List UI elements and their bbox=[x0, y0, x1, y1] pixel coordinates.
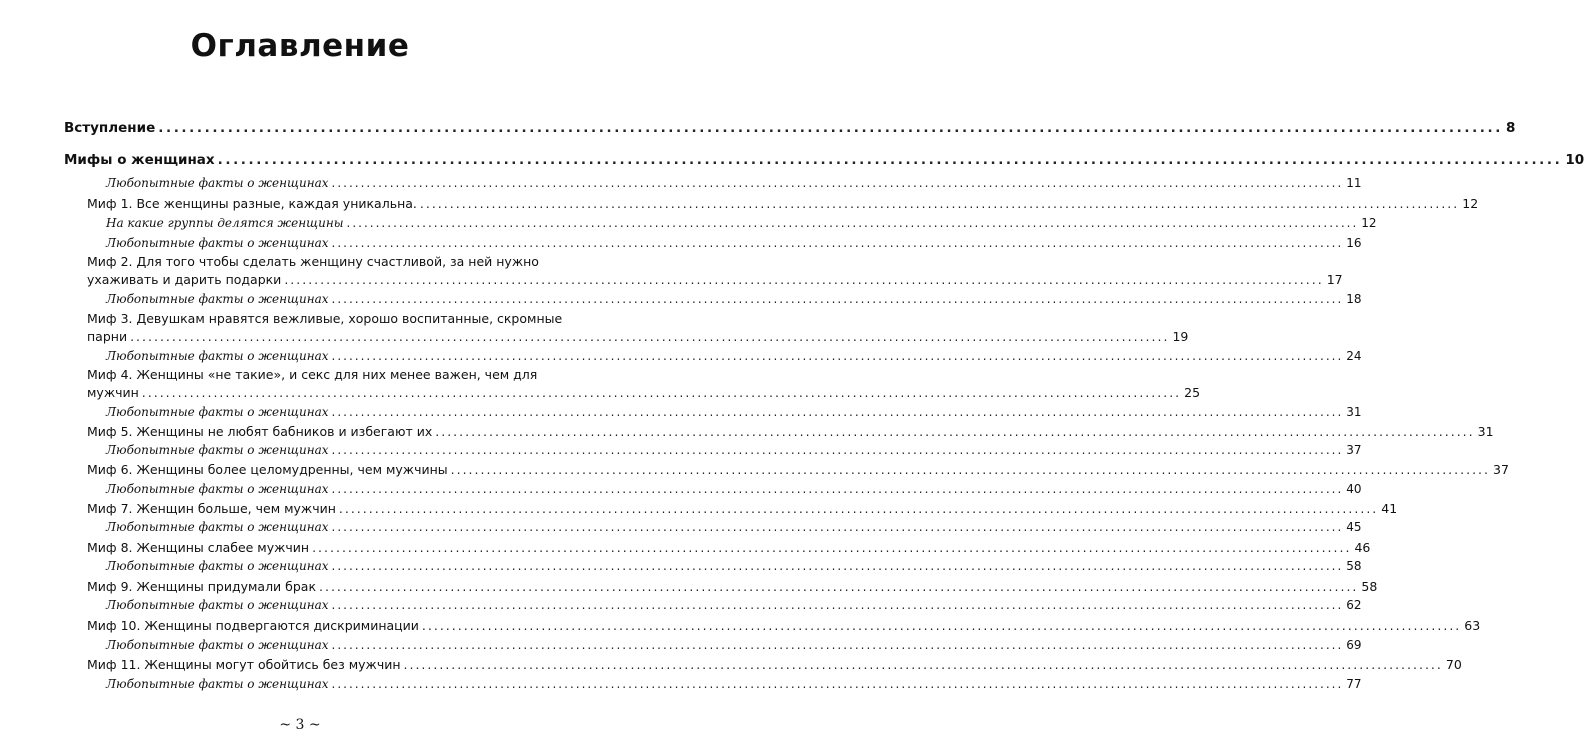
toc-entry-title: Миф 7. Женщин больше, чем мужчин bbox=[87, 501, 336, 516]
toc-entry-title: Любопытные факты о женщинах bbox=[106, 482, 329, 496]
toc-entry-myth-4[interactable] bbox=[87, 385, 1201, 400]
toc-entry-title: мужчин bbox=[87, 385, 139, 400]
toc-entry-myth-10[interactable] bbox=[87, 618, 1481, 633]
dot-leader: .............................................................................................................................................................................. bbox=[419, 196, 1460, 211]
dot-leader: .............................................................................................................................................................................. bbox=[331, 559, 1344, 573]
toc-entry-title: Любопытные факты о женщинах bbox=[106, 638, 329, 652]
toc-entry-myths-about-women[interactable] bbox=[64, 152, 1584, 168]
toc-entry-myth-9[interactable] bbox=[87, 579, 1378, 594]
toc-entry-myth-7[interactable] bbox=[87, 501, 1398, 516]
toc-entry-page: 58 bbox=[1346, 559, 1362, 573]
toc-entry-page: 41 bbox=[1381, 501, 1398, 516]
toc-entry-page: 25 bbox=[1184, 385, 1201, 400]
toc-entry-page: 18 bbox=[1346, 292, 1362, 306]
toc-entry-page: 8 bbox=[1505, 120, 1516, 136]
toc-entry-page: 46 bbox=[1354, 540, 1371, 555]
toc-entry-title: парни bbox=[87, 329, 128, 344]
dot-leader: .............................................................................................................................................................................. bbox=[158, 120, 1503, 136]
toc-entry-title: На какие группы делятся женщины bbox=[106, 216, 344, 230]
page-title: Оглавление bbox=[190, 28, 410, 64]
toc-entry-title: Любопытные факты о женщинах bbox=[106, 176, 329, 190]
dot-leader: .............................................................................................................................................................................. bbox=[331, 520, 1344, 534]
toc-entry-facts[interactable] bbox=[106, 349, 1362, 363]
toc-entry-page: 37 bbox=[1346, 443, 1362, 457]
toc-entry-facts[interactable] bbox=[106, 598, 1362, 612]
toc-entry-title: Миф 11. Женщины могут обойтись без мужчин bbox=[87, 657, 401, 672]
toc-entry-page: 69 bbox=[1346, 638, 1362, 652]
toc-entry-title: Любопытные факты о женщинах bbox=[106, 598, 329, 612]
toc-entry-facts[interactable] bbox=[106, 520, 1362, 534]
toc-entry-page: 58 bbox=[1361, 579, 1378, 594]
toc-entry-title: Миф 8. Женщины слабее мужчин bbox=[87, 540, 310, 555]
toc-entry-page: 63 bbox=[1464, 618, 1481, 633]
page-number: ~ 3 ~ bbox=[279, 717, 321, 733]
toc-entry-page: 16 bbox=[1346, 236, 1362, 250]
toc-entry-page: 70 bbox=[1445, 657, 1462, 672]
toc-entry-page: 45 bbox=[1346, 520, 1362, 534]
toc-entry-groups[interactable] bbox=[106, 216, 1377, 230]
toc-entry-facts[interactable] bbox=[106, 482, 1362, 496]
toc-entry-title: Любопытные факты о женщинах bbox=[106, 443, 329, 457]
toc-entry-page: 77 bbox=[1346, 677, 1362, 691]
dot-leader: .............................................................................................................................................................................. bbox=[338, 501, 1379, 516]
toc-entry-title: Мифы о женщинах bbox=[64, 152, 215, 168]
dot-leader: .............................................................................................................................................................................. bbox=[141, 385, 1182, 400]
toc-entry-facts[interactable] bbox=[106, 638, 1362, 652]
toc-entry-myth-3[interactable] bbox=[87, 329, 1189, 344]
toc-entry-title: Любопытные факты о женщинах bbox=[106, 520, 329, 534]
toc-entry-page: 24 bbox=[1346, 349, 1362, 363]
toc-entry-introduction[interactable] bbox=[64, 120, 1516, 136]
toc-entry-page: 12 bbox=[1361, 216, 1377, 230]
dot-leader: .............................................................................................................................................................................. bbox=[331, 677, 1344, 691]
dot-leader: .............................................................................................................................................................................. bbox=[217, 152, 1563, 168]
toc-entry-title: ухаживать и дарить подарки bbox=[87, 272, 282, 287]
dot-leader: .............................................................................................................................................................................. bbox=[331, 598, 1344, 612]
toc-entry-title: Любопытные факты о женщинах bbox=[106, 292, 329, 306]
dot-leader: .............................................................................................................................................................................. bbox=[331, 236, 1344, 250]
dot-leader: .............................................................................................................................................................................. bbox=[450, 462, 1490, 477]
toc-entry-page: 62 bbox=[1346, 598, 1362, 612]
toc-entry-page: 37 bbox=[1493, 462, 1509, 477]
toc-entry-myth-3-line-1: Миф 3. Девушкам нравятся вежливые, хорошо воспитанные, скромные bbox=[87, 311, 563, 326]
dot-leader: .............................................................................................................................................................................. bbox=[435, 424, 1475, 439]
dot-leader: .............................................................................................................................................................................. bbox=[331, 638, 1344, 652]
toc-entry-facts[interactable] bbox=[106, 292, 1362, 306]
toc-entry-myth-6[interactable] bbox=[87, 462, 1509, 477]
toc-entry-title: Любопытные факты о женщинах bbox=[106, 405, 329, 419]
toc-entry-title: Любопытные факты о женщинах bbox=[106, 559, 329, 573]
toc-entry-myth-11[interactable] bbox=[87, 657, 1462, 672]
toc-entry-facts[interactable] bbox=[106, 176, 1362, 190]
toc-entry-page: 10 bbox=[1565, 152, 1584, 168]
toc-entry-title: Миф 5. Женщины не любят бабников и избегают их bbox=[87, 424, 433, 439]
toc-entry-title: Миф 9. Женщины придумали брак bbox=[87, 579, 317, 594]
toc-entry-myth-5[interactable] bbox=[87, 424, 1494, 439]
toc-entry-page: 31 bbox=[1477, 424, 1494, 439]
dot-leader: .............................................................................................................................................................................. bbox=[284, 272, 1324, 287]
dot-leader: .............................................................................................................................................................................. bbox=[312, 540, 1352, 555]
dot-leader: .............................................................................................................................................................................. bbox=[331, 405, 1344, 419]
toc-entry-title: Миф 6. Женщины более целомудренны, чем мужчины bbox=[87, 462, 448, 477]
dot-leader: .............................................................................................................................................................................. bbox=[130, 329, 1170, 344]
toc-entry-facts[interactable] bbox=[106, 443, 1362, 457]
dot-leader: .............................................................................................................................................................................. bbox=[346, 216, 1359, 230]
toc-entry-title: Любопытные факты о женщинах bbox=[106, 677, 329, 691]
dot-leader: .............................................................................................................................................................................. bbox=[331, 443, 1344, 457]
dot-leader: .............................................................................................................................................................................. bbox=[403, 657, 1443, 672]
toc-entry-myth-1[interactable] bbox=[87, 196, 1479, 211]
toc-entry-myth-2-line-1: Миф 2. Для того чтобы сделать женщину счастливой, за ней нужно bbox=[87, 254, 539, 269]
toc-entry-myth-8[interactable] bbox=[87, 540, 1371, 555]
toc-entry-title: Вступление bbox=[64, 120, 156, 136]
dot-leader: .............................................................................................................................................................................. bbox=[331, 292, 1344, 306]
toc-entry-myth-4-line-1: Миф 4. Женщины «не такие», и секс для них менее важен, чем для bbox=[87, 367, 538, 382]
toc-entry-facts[interactable] bbox=[106, 677, 1362, 691]
toc-entry-page: 11 bbox=[1346, 176, 1362, 190]
toc-entry-page: 12 bbox=[1462, 196, 1479, 211]
toc-entry-page: 40 bbox=[1346, 482, 1362, 496]
toc-entry-page: 31 bbox=[1346, 405, 1362, 419]
toc-entry-title: Миф 1. Все женщины разные, каждая уникальна. bbox=[87, 196, 417, 211]
toc-entry-title: Любопытные факты о женщинах bbox=[106, 349, 329, 363]
toc-entry-facts[interactable] bbox=[106, 405, 1362, 419]
dot-leader: .............................................................................................................................................................................. bbox=[331, 349, 1344, 363]
toc-entry-facts[interactable] bbox=[106, 559, 1362, 573]
toc-entry-myth-2[interactable] bbox=[87, 272, 1343, 287]
dot-leader: .............................................................................................................................................................................. bbox=[319, 579, 1359, 594]
toc-entry-page: 19 bbox=[1172, 329, 1189, 344]
dot-leader: .............................................................................................................................................................................. bbox=[421, 618, 1462, 633]
dot-leader: .............................................................................................................................................................................. bbox=[331, 176, 1344, 190]
toc-entry-title: Любопытные факты о женщинах bbox=[106, 236, 329, 250]
toc-entry-page: 17 bbox=[1326, 272, 1343, 287]
toc-entry-facts[interactable] bbox=[106, 236, 1362, 250]
toc-entry-title: Миф 10. Женщины подвергаются дискриминации bbox=[87, 618, 419, 633]
dot-leader: .............................................................................................................................................................................. bbox=[331, 482, 1344, 496]
